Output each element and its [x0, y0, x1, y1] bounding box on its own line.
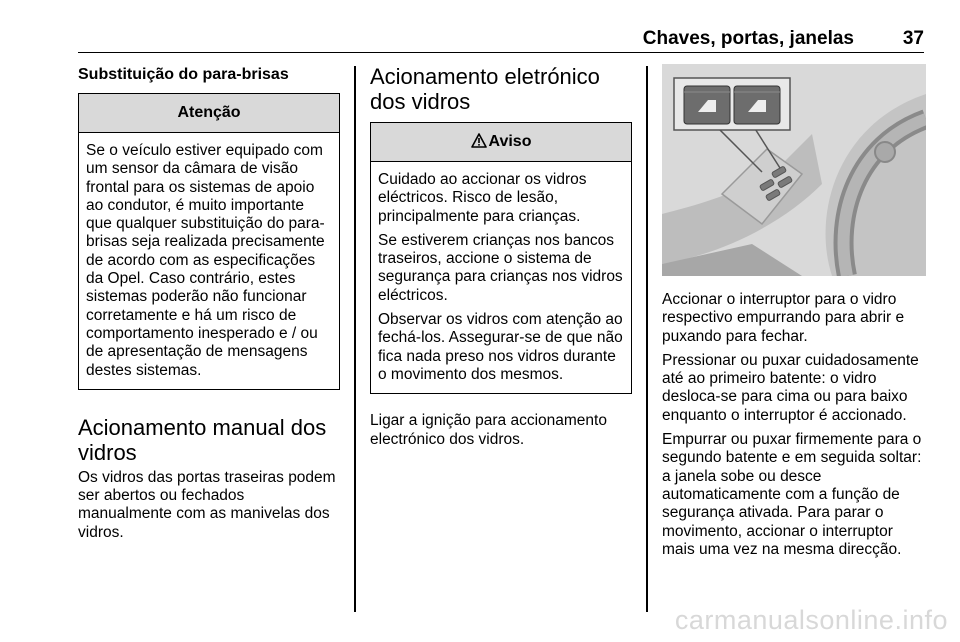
- section-title-windscreen: Substituição do para-brisas: [78, 66, 289, 83]
- attention-box: [78, 93, 340, 390]
- column-middle: [370, 64, 632, 449]
- manual-windows-text: Os vidros das portas traseiras podem ser abertos ou fechados manualmente com as manivelas dos vidros.: [78, 468, 336, 541]
- warning-triangle-icon: [471, 133, 487, 148]
- warning-box-header: [371, 123, 631, 162]
- manual-windows-heading: Acionamento manual dos vidros: [78, 414, 327, 465]
- door-panel-photo: [662, 64, 926, 276]
- attention-box-title: Atenção: [79, 94, 339, 133]
- operation-paragraph: Empurrar ou puxar firmemente para o segundo batente e em seguida soltar: a janela sobe ou desce automaticamente com a função de segurança ativada. Para parar o movimento, accionar o interruptor mais uma vez na mesma direcção.: [662, 431, 922, 558]
- warning-paragraph: Cuidado ao accionar os vidros eléctricos. Risco de lesão, principalmente para crianças.: [378, 171, 587, 225]
- warning-paragraph: Se estiverem crianças nos bancos traseiros, accione o sistema de segurança para crianças nos vidros eléctricos.: [378, 231, 623, 304]
- page-header: [78, 26, 924, 53]
- watermark: carmanualsonline.info: [674, 605, 948, 635]
- column-left: [78, 64, 340, 542]
- warning-paragraph: Observar os vidros com atenção ao fechá-los. Assegurar-se de que não fica nada preso nos vidros durante o movimento dos mesmos.: [378, 311, 623, 383]
- operation-paragraph: Pressionar ou puxar cuidadosamente até ao primeiro batente: o vidro desloca-se para cima ou para baixo enquanto o interruptor é accionado.: [662, 351, 919, 424]
- page-number: 37: [902, 28, 924, 49]
- column-divider-2: [646, 66, 648, 612]
- attention-box-text: Se o veículo estiver equipado com um sensor da câmara de visão frontal para os sistemas de apoio ao condutor, é muito importante que qualquer substituição do para-brisas seja realizada precisamente de acordo com as especificações da Opel. Caso contrário, estes sistemas poderão não funcionar corretamente e há um risco de comportamento inesperado e / ou de apresentação de mensagens destes sistemas.: [86, 142, 325, 379]
- electric-windows-heading: Acionamento eletrónico dos vidros: [370, 64, 600, 114]
- warning-box-title: Aviso: [488, 133, 532, 150]
- column-right: [662, 64, 926, 559]
- door-panel-illustration: [662, 64, 926, 276]
- warning-box: [370, 122, 632, 394]
- column-divider-1: [354, 66, 356, 612]
- ignition-text: Ligar a ignição para accionamento electrónico dos vidros.: [370, 412, 607, 448]
- chapter-title: Chaves, portas, janelas: [642, 28, 854, 49]
- operation-paragraph: Accionar o interruptor para o vidro respectivo empurrando para abrir e puxando para fechar.: [662, 291, 905, 345]
